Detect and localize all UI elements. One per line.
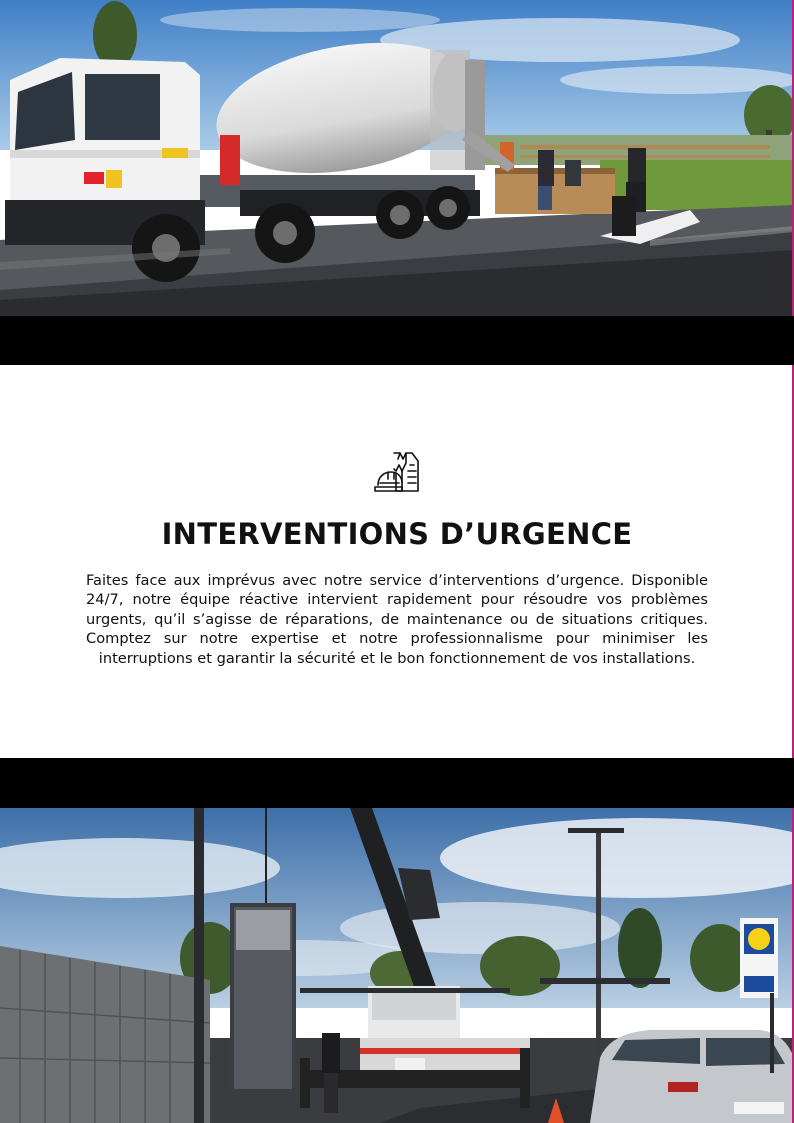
section-description: Faites face aux imprévus avec notre service d’interventions d’urgence. Disponible 24/7, notre équipe réactive intervient rapidement pour résoudre vos problèmes urgents, qu’il s’agisse de réparations, de maintenance ou de situations critiques. Comptez sur notre expertise et notre professionnalisme pour minimiser les interruptions et garantir la sécurité et le bon fonctionnement de vos installations. xyxy=(86,572,708,667)
section-title: INTERVENTIONS D’URGENCE xyxy=(161,517,633,551)
concrete-mixer-truck-photo xyxy=(0,0,794,316)
service-section xyxy=(0,365,794,758)
crane-truck-photo xyxy=(0,808,794,1123)
safety-vest-helmet-icon xyxy=(372,449,422,497)
bottom-black-band xyxy=(0,758,794,808)
top-black-band xyxy=(0,316,794,365)
